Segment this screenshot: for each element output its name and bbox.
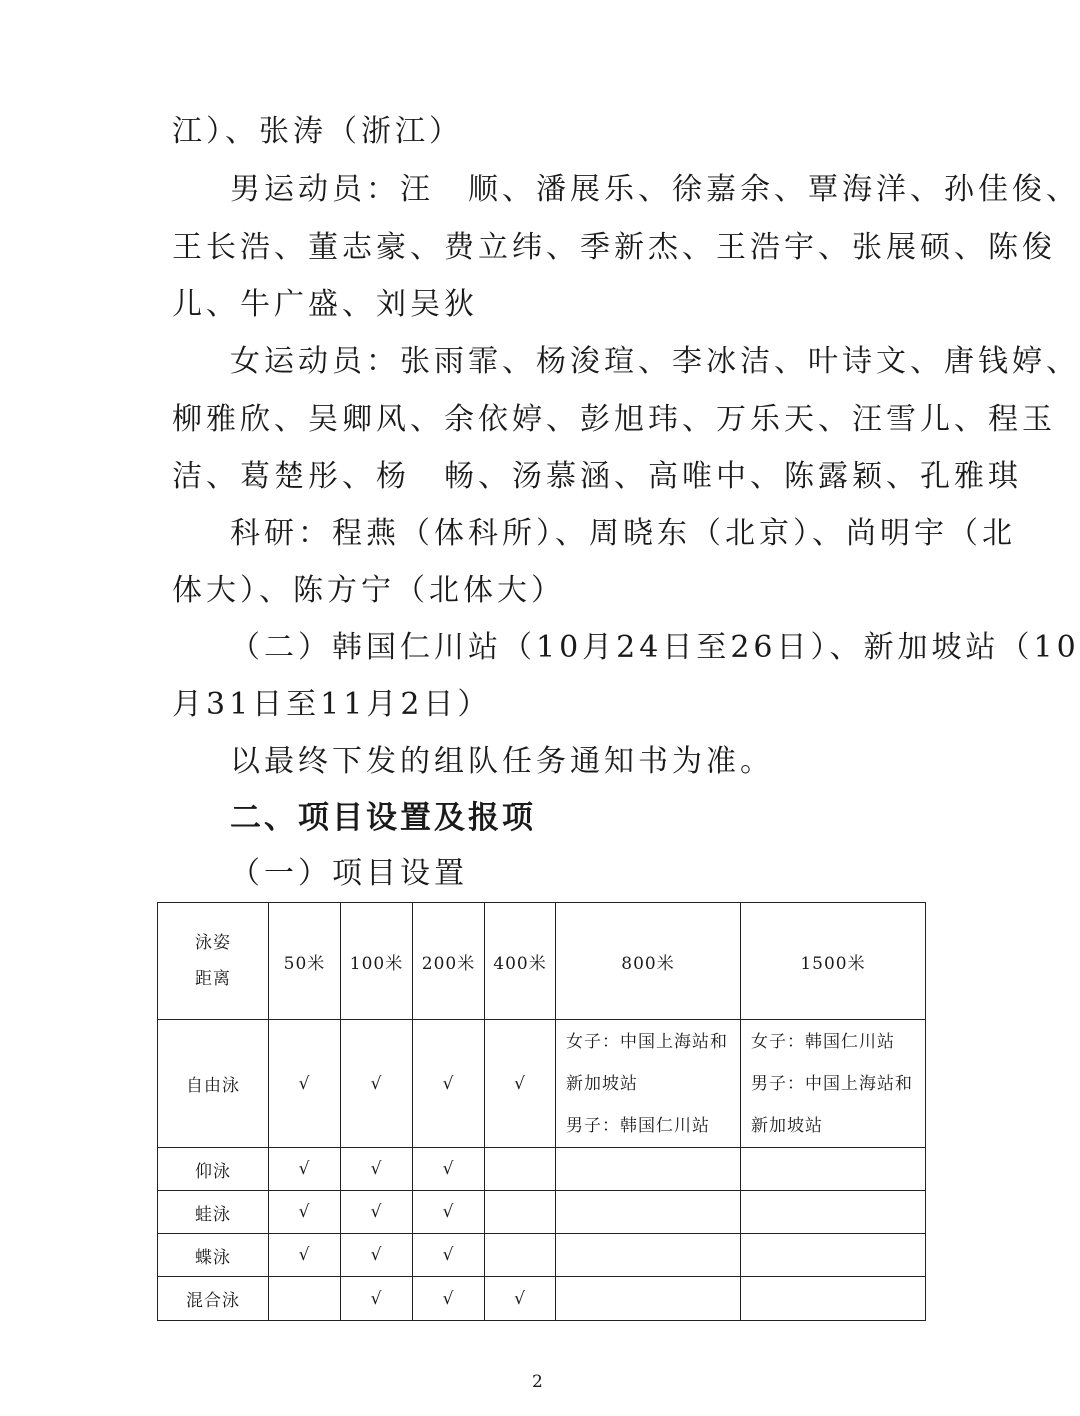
stroke-cell: 自由泳 <box>158 1020 269 1148</box>
body-line: 女运动员：张雨霏、杨浚瑄、李冰洁、叶诗文、唐钱婷、 <box>230 344 1080 379</box>
table-corner-cell <box>158 903 269 1020</box>
check-cell: √ <box>269 1020 341 1148</box>
table-header-row <box>158 903 926 1020</box>
check-cell: √ <box>341 1020 413 1148</box>
body-line: 王长浩、董志豪、费立纬、季新杰、王浩宇、张展硕、陈俊 <box>172 230 1056 265</box>
check-cell: √ <box>269 1234 341 1277</box>
empty-cell <box>741 1234 926 1277</box>
note-line: 女子：中国上海站和 <box>566 1031 728 1052</box>
note-line: 新加坡站 <box>566 1073 638 1094</box>
table-row <box>158 1191 926 1234</box>
check-cell: √ <box>341 1148 413 1191</box>
body-line: 以最终下发的组队任务通知书为准。 <box>230 744 774 779</box>
check-cell: √ <box>341 1191 413 1234</box>
empty-cell <box>556 1234 741 1277</box>
note-cell-1500 <box>741 1020 926 1148</box>
column-header: 100米 <box>341 903 413 1020</box>
check-cell: √ <box>413 1148 485 1191</box>
check-cell: √ <box>485 1277 556 1321</box>
check-cell: √ <box>413 1277 485 1321</box>
stroke-cell: 蛙泳 <box>158 1191 269 1234</box>
note-line: 新加坡站 <box>751 1115 823 1136</box>
column-header: 1500米 <box>741 903 926 1020</box>
column-header: 800米 <box>556 903 741 1020</box>
table-row <box>158 1020 926 1148</box>
check-cell <box>269 1277 341 1321</box>
check-cell <box>485 1191 556 1234</box>
check-cell: √ <box>341 1277 413 1321</box>
column-header: 50米 <box>269 903 341 1020</box>
body-line: 江）、张涛（浙江） <box>172 114 463 149</box>
table-row <box>158 1148 926 1191</box>
subsection-heading: （一）项目设置 <box>230 856 468 891</box>
note-cell-800 <box>556 1020 741 1148</box>
check-cell: √ <box>269 1148 341 1191</box>
stroke-cell: 仰泳 <box>158 1148 269 1191</box>
body-line: 体大）、陈方宁（北体大） <box>172 573 565 608</box>
column-header: 400米 <box>485 903 556 1020</box>
table-row <box>158 1277 926 1321</box>
section-heading: 二、项目设置及报项 <box>230 800 536 836</box>
table-row <box>158 1234 926 1277</box>
body-line: （二）韩国仁川站（10月24日至26日）、新加坡站（10 <box>230 630 1080 665</box>
check-cell: √ <box>413 1234 485 1277</box>
empty-cell <box>556 1191 741 1234</box>
check-cell: √ <box>341 1234 413 1277</box>
corner-stroke-label: 泳姿 <box>195 933 231 953</box>
check-cell: √ <box>413 1020 485 1148</box>
empty-cell <box>556 1148 741 1191</box>
note-line: 男子：中国上海站和 <box>751 1073 913 1094</box>
note-line: 女子：韩国仁川站 <box>751 1031 895 1052</box>
note-line: 男子：韩国仁川站 <box>566 1115 710 1136</box>
corner-distance-label: 距离 <box>195 969 231 989</box>
event-table <box>157 902 926 1321</box>
body-line: 月31日至11月2日） <box>172 687 492 722</box>
body-line: 科研：程燕（体科所）、周晓东（北京）、尚明宇（北 <box>230 516 1016 551</box>
page-number: 2 <box>532 1372 543 1392</box>
body-line: 儿、牛广盛、刘吴狄 <box>172 287 478 322</box>
column-header: 200米 <box>413 903 485 1020</box>
empty-cell <box>741 1277 926 1321</box>
check-cell: √ <box>269 1191 341 1234</box>
empty-cell <box>556 1277 741 1321</box>
check-cell <box>485 1148 556 1191</box>
stroke-cell: 混合泳 <box>158 1277 269 1321</box>
body-line: 柳雅欣、吴卿风、余依婷、彭旭玮、万乐天、汪雪儿、程玉 <box>172 402 1056 437</box>
empty-cell <box>741 1148 926 1191</box>
check-cell: √ <box>485 1020 556 1148</box>
stroke-cell: 蝶泳 <box>158 1234 269 1277</box>
body-line: 洁、葛楚彤、杨 畅、汤慕涵、高唯中、陈露颖、孔雅琪 <box>172 459 1022 494</box>
body-line: 男运动员：汪 顺、潘展乐、徐嘉余、覃海洋、孙佳俊、 <box>230 172 1080 207</box>
check-cell <box>485 1234 556 1277</box>
empty-cell <box>741 1191 926 1234</box>
check-cell: √ <box>413 1191 485 1234</box>
